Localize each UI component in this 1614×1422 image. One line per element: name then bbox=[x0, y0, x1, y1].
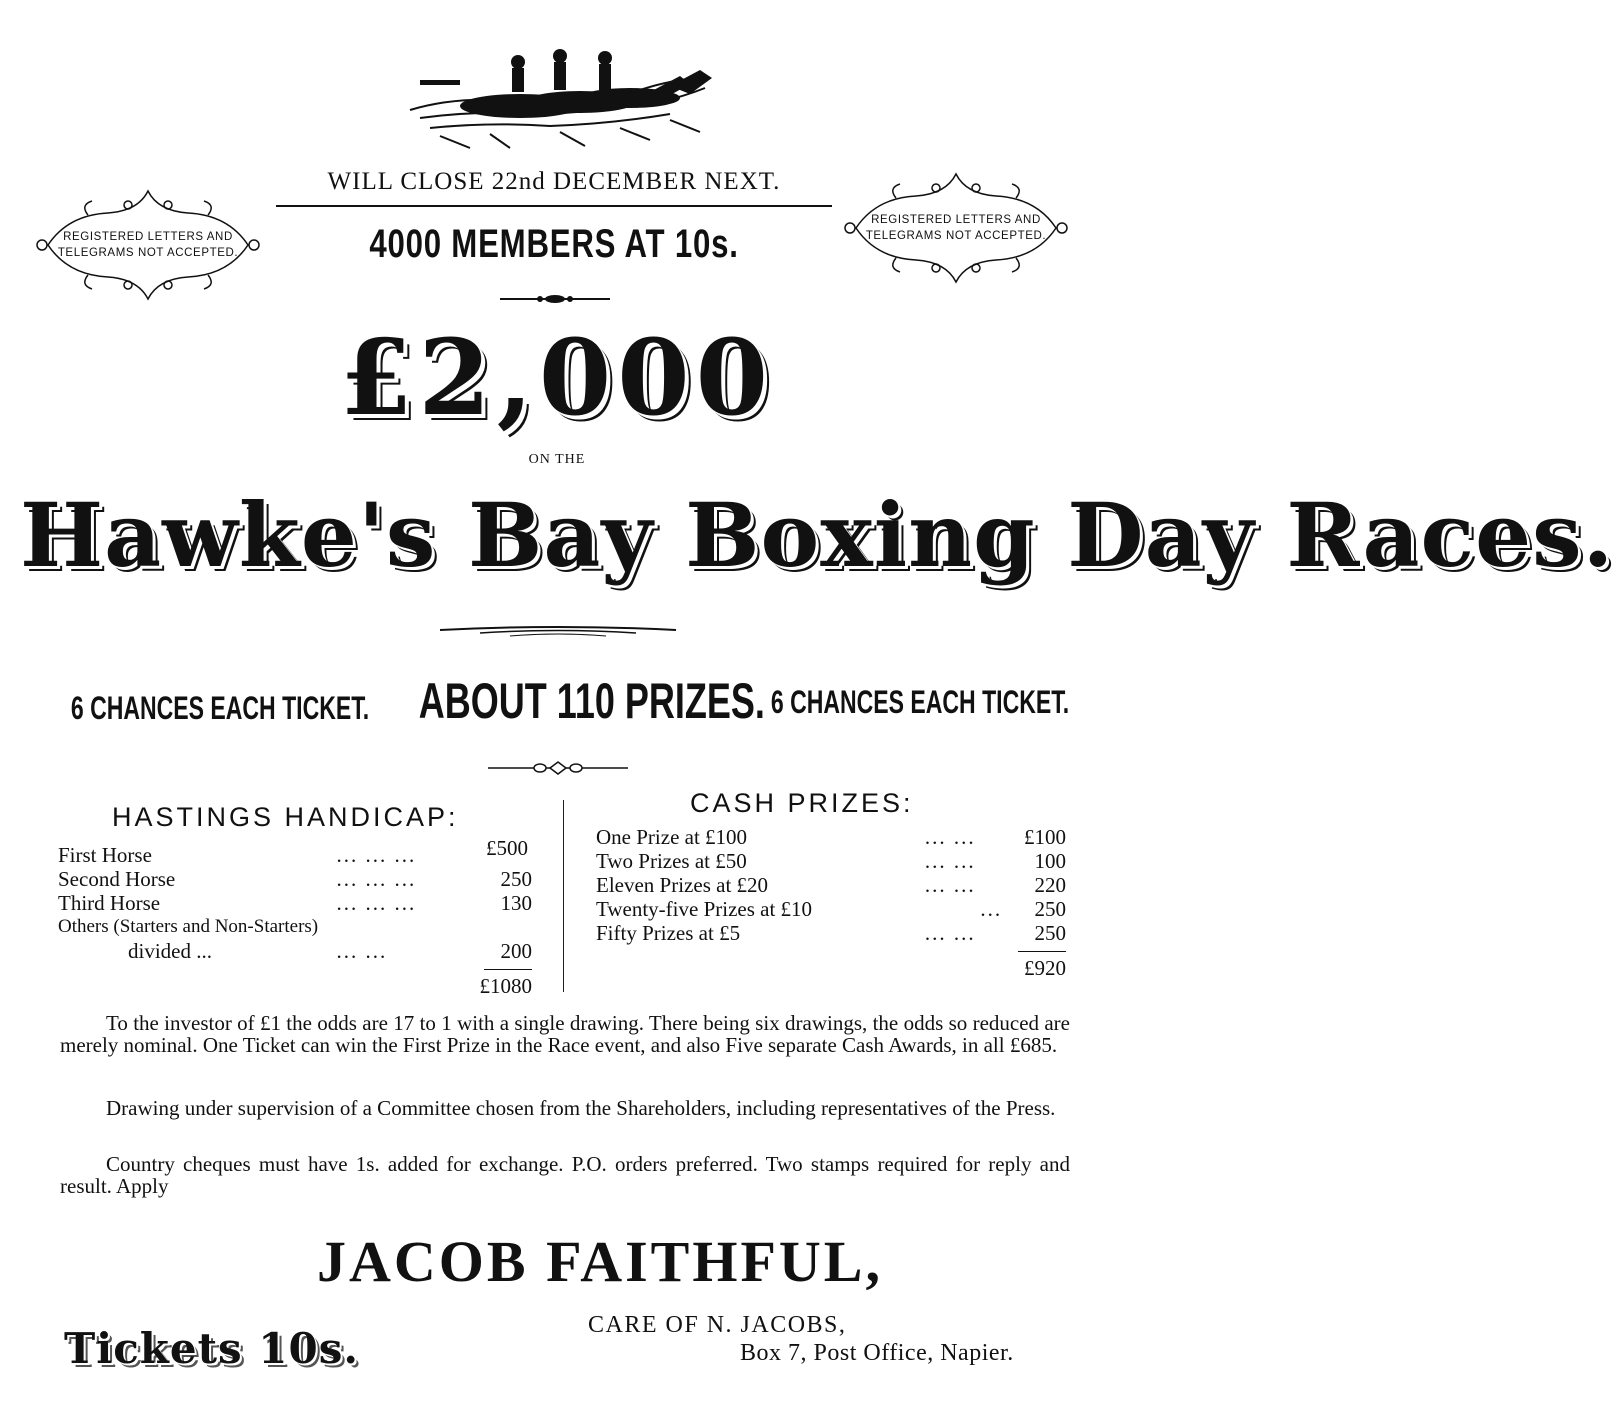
table-row bbox=[58, 891, 532, 915]
row-label: divided ... bbox=[128, 939, 212, 963]
row-label: Second Horse bbox=[58, 867, 176, 891]
first-prize-amount: £500 bbox=[486, 836, 528, 860]
racehorses-illustration bbox=[400, 40, 720, 150]
chances-left: 6 CHANCES EACH TICKET. bbox=[70, 690, 370, 726]
paragraph-text: Drawing under supervision of a Committee chosen from the Shareholders, including representatives of the Press. bbox=[106, 1096, 1056, 1120]
row-dots: ... bbox=[980, 897, 1003, 921]
hastings-handicap-section bbox=[58, 802, 532, 999]
table-row bbox=[58, 843, 532, 867]
hastings-table bbox=[58, 843, 532, 963]
paragraph-drawing bbox=[60, 1097, 1070, 1119]
row-dots: ... ... ... bbox=[336, 843, 417, 867]
paragraph-text: To the investor of £1 the odds are 17 to 1 with a single drawing. There being six drawings, the odds so reduced are merely nominal. One Ticket can win the First Prize in the Race event, and also Five separate Cash Awards, in all £685. bbox=[60, 1011, 1070, 1057]
row-amount: £100 bbox=[1024, 825, 1066, 849]
row-dots: ... ... ... bbox=[336, 891, 417, 915]
row-amount: 130 bbox=[500, 891, 532, 915]
ornament-divider-icon bbox=[440, 622, 676, 638]
table-row bbox=[596, 921, 1066, 945]
table-row bbox=[58, 867, 532, 891]
cash-table bbox=[596, 825, 1066, 945]
row-dots: ... ... bbox=[336, 939, 388, 963]
row-amount: 250 bbox=[1034, 921, 1066, 945]
organizer-name: JACOB FAITHFUL, bbox=[317, 1229, 883, 1294]
badge-line: TELEGRAMS NOT ACCEPTED. bbox=[57, 247, 239, 259]
badge-line: REGISTERED LETTERS AND bbox=[871, 214, 1041, 226]
row-dots: ... ... bbox=[924, 849, 976, 873]
members-headline: 4000 MEMBERS AT 10s. bbox=[369, 222, 739, 266]
table-row bbox=[596, 897, 1066, 921]
table-row bbox=[58, 939, 532, 963]
notice-badge-left bbox=[28, 185, 268, 305]
ticket-price: Tickets 10s. bbox=[64, 1324, 359, 1373]
row-amount: 100 bbox=[1034, 849, 1066, 873]
row-label: Fifty Prizes at £5 bbox=[596, 921, 741, 945]
table-row bbox=[596, 849, 1066, 873]
badge-line: REGISTERED LETTERS AND bbox=[63, 231, 233, 243]
row-amount: 250 bbox=[1034, 897, 1066, 921]
section-title: CASH PRIZES: bbox=[690, 788, 914, 818]
table-row bbox=[596, 873, 1066, 897]
total-rule bbox=[1018, 951, 1066, 952]
prize-amount-headline: £2,000 bbox=[339, 316, 775, 439]
row-label: Two Prizes at £50 bbox=[596, 849, 747, 873]
table-row bbox=[58, 915, 532, 939]
hastings-total: £1080 bbox=[479, 974, 532, 998]
cash-total: £920 bbox=[1024, 956, 1066, 980]
section-title: HASTINGS HANDICAP: bbox=[112, 802, 459, 832]
event-title: Hawke's Bay Boxing Day Races. bbox=[20, 483, 1614, 587]
row-label: Third Horse bbox=[58, 891, 161, 915]
row-label: Others (Starters and Non-Starters) bbox=[58, 916, 319, 937]
row-label: First Horse bbox=[58, 843, 152, 867]
row-label: One Prize at £100 bbox=[596, 825, 748, 849]
cash-prizes-section bbox=[596, 788, 1066, 981]
table-row bbox=[596, 825, 1066, 849]
on-the-label: ON THE bbox=[528, 452, 586, 467]
postal-address: Box 7, Post Office, Napier. bbox=[740, 1340, 1014, 1366]
divider-rule bbox=[276, 205, 832, 207]
ornament-divider-icon bbox=[500, 292, 610, 306]
row-dots: ... ... ... bbox=[336, 867, 417, 891]
total-rule bbox=[484, 969, 532, 970]
column-divider bbox=[563, 800, 564, 992]
row-label: Twenty-five Prizes at £10 bbox=[596, 897, 813, 921]
notice-badge-right bbox=[836, 168, 1076, 288]
row-amount: 250 bbox=[500, 867, 532, 891]
paragraph-odds bbox=[60, 1012, 1070, 1056]
row-dots: ... ... bbox=[924, 873, 976, 897]
row-dots: ... ... bbox=[924, 921, 976, 945]
row-amount: 200 bbox=[500, 939, 532, 963]
chances-right: 6 CHANCES EACH TICKET. bbox=[770, 684, 1070, 720]
paragraph-cheques bbox=[60, 1153, 1070, 1197]
paragraph-text: Country cheques must have 1s. added for exchange. P.O. orders preferred. Two stamps required for reply and result. Apply bbox=[60, 1152, 1070, 1198]
closing-date-notice: WILL CLOSE 22nd DECEMBER NEXT. bbox=[327, 168, 781, 195]
prizes-count: ABOUT 110 PRIZES. bbox=[418, 673, 765, 729]
badge-line: TELEGRAMS NOT ACCEPTED. bbox=[865, 230, 1047, 242]
row-dots: ... ... bbox=[924, 825, 976, 849]
chances-banner bbox=[40, 672, 1074, 742]
care-of-line: CARE OF N. JACOBS, bbox=[588, 1312, 847, 1338]
row-amount bbox=[481, 915, 532, 939]
row-amount: 220 bbox=[1034, 873, 1066, 897]
row-label: Eleven Prizes at £20 bbox=[596, 873, 769, 897]
ornament-divider-icon bbox=[488, 760, 628, 776]
